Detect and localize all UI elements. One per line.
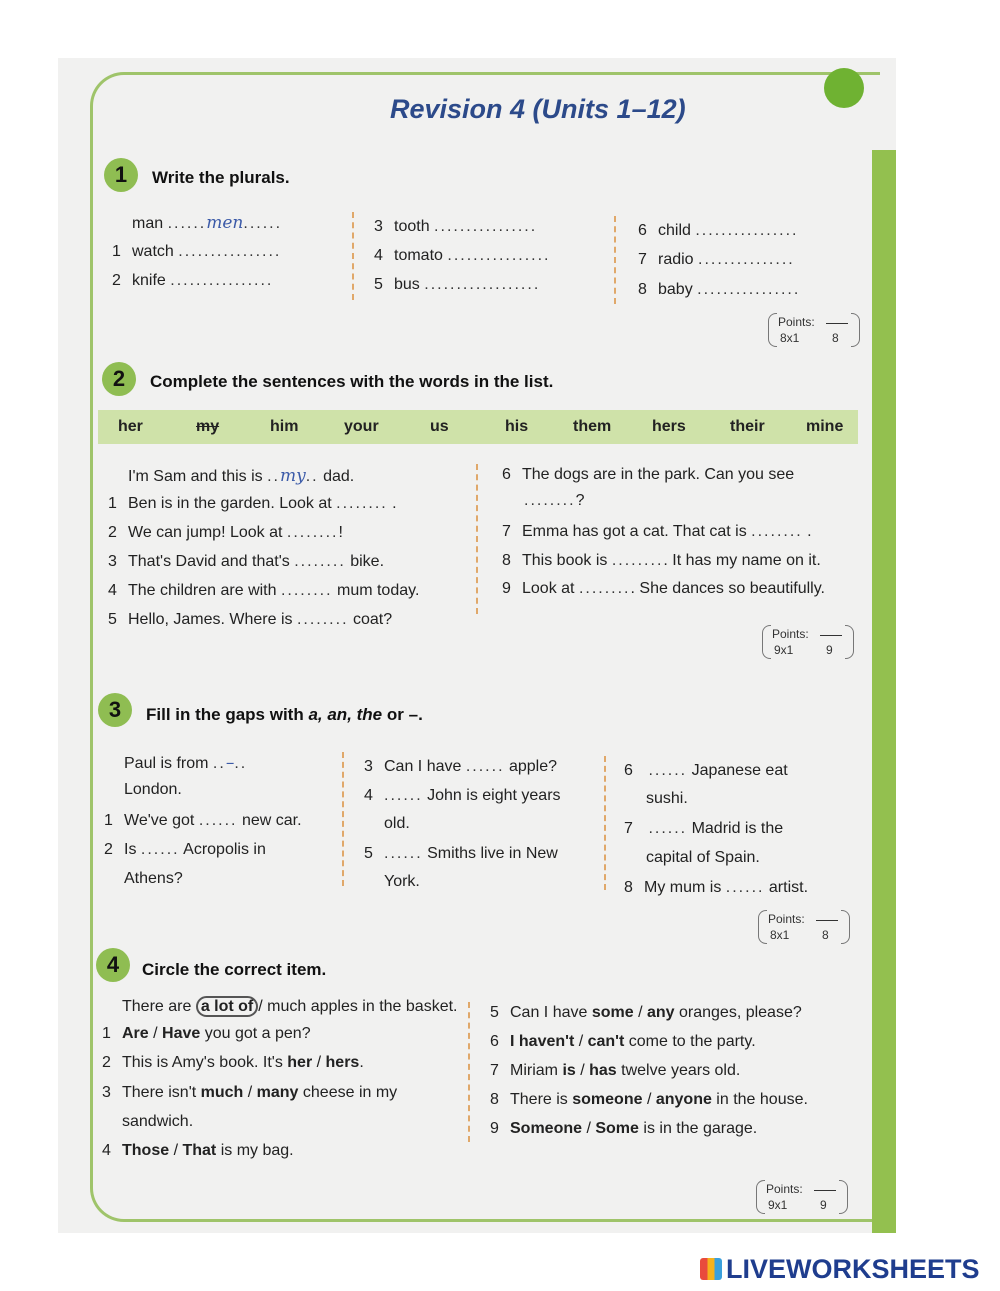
- ex1-item-5: 5 bus ..................: [374, 276, 541, 293]
- ex4-item-2-option-a[interactable]: her: [287, 1054, 313, 1071]
- ex1-example: man ......men......: [132, 213, 283, 233]
- ex3-item-2-line2: Athens?: [124, 870, 183, 887]
- column-divider: [342, 752, 344, 886]
- exercise-4-instruction: Circle the correct item.: [142, 960, 327, 979]
- ex1-gap-4[interactable]: ................: [447, 247, 551, 264]
- ex3-item-2: 2 Is ...... Acropolis in: [104, 841, 266, 858]
- ex2-gap-6[interactable]: ........: [524, 492, 576, 509]
- ex4-item-4: 4 Those / That is my bag.: [102, 1142, 294, 1159]
- exercise-3-instruction: Fill in the gaps with a, an, the or –.: [146, 705, 423, 724]
- ex4-item-1-option-a[interactable]: Are: [122, 1025, 149, 1042]
- ex4-item-5-option-a[interactable]: some: [591, 1004, 634, 1021]
- column-divider: [614, 216, 616, 304]
- ex2-gap-5[interactable]: ........: [296, 611, 349, 628]
- ex1-gap-6[interactable]: ................: [695, 222, 799, 239]
- ex2-item-6-gap-line: ........?: [524, 492, 585, 509]
- word-list-item: his: [505, 418, 529, 435]
- ex3-gap-4[interactable]: ......: [384, 787, 423, 804]
- word-list-item: them: [573, 418, 612, 435]
- ex3-gap-2[interactable]: ......: [140, 841, 180, 858]
- right-color-bar: [872, 150, 896, 1233]
- ex1-gap-1[interactable]: ................: [178, 243, 282, 260]
- ex3-points-box: Points: 8x1 8: [758, 910, 850, 944]
- column-divider: [468, 1002, 470, 1142]
- ex2-item-7: 7 Emma has got a cat. That cat is ........ .: [502, 523, 812, 540]
- ex2-item-2: 2 We can jump! Look at ........!: [108, 524, 343, 541]
- word-list-item: your: [344, 418, 379, 435]
- ex3-item-7: 7 ...... Madrid is the: [624, 820, 784, 837]
- ex2-example-answer: my: [280, 466, 306, 486]
- ex1-item-6: 6 child ................: [638, 222, 799, 239]
- ex4-item-8-option-b[interactable]: anyone: [655, 1091, 712, 1108]
- ex3-item-5-line2: York.: [384, 873, 420, 890]
- ex3-gap-7[interactable]: ......: [648, 820, 688, 837]
- ex4-item-3: 3 There isn't much / many cheese in my: [102, 1084, 398, 1101]
- ex4-item-6-option-b[interactable]: can't: [587, 1033, 625, 1050]
- exercise-1-number: 1: [104, 158, 138, 192]
- ex1-gap-5[interactable]: ..................: [424, 276, 541, 293]
- ex3-example-answer: –: [225, 753, 235, 773]
- ex4-example-circled-option: a lot of: [196, 996, 258, 1017]
- ex4-item-2: 2 This is Amy's book. It's her / hers.: [102, 1054, 364, 1071]
- ex3-item-3: 3 Can I have ...... apple?: [364, 758, 558, 775]
- ex4-points-box: Points: 9x1 9: [756, 1180, 848, 1214]
- column-divider: [352, 212, 354, 300]
- ex4-item-1-option-b[interactable]: Have: [162, 1025, 201, 1042]
- ex4-item-1: 1 Are / Have you got a pen?: [102, 1025, 311, 1042]
- word-list-item: her: [118, 418, 143, 435]
- ex4-item-8: 8 There is someone / anyone in the house.: [490, 1091, 808, 1108]
- ex2-points-box: Points: 9x1 9: [762, 625, 854, 659]
- ex4-item-9-option-a[interactable]: Someone: [510, 1120, 583, 1137]
- ex3-item-1: 1 We've got ...... new car.: [104, 812, 302, 829]
- ex2-gap-3[interactable]: ........: [294, 553, 346, 570]
- ex3-item-4-line2: old.: [384, 815, 410, 832]
- ex1-item-3: 3 tooth ................: [374, 218, 538, 235]
- liveworksheets-logo[interactable]: LIVEWORKSHEETS: [700, 1254, 980, 1285]
- ex3-example: Paul is from ..–..: [124, 753, 248, 773]
- ex3-item-8: 8 My mum is ...... artist.: [624, 879, 809, 896]
- ex3-item-6-line2: sushi.: [646, 790, 688, 807]
- ex3-item-4: 4 ...... John is eight years: [364, 787, 561, 804]
- ex2-gap-8[interactable]: ........: [611, 552, 664, 569]
- ex3-gap-6[interactable]: ......: [648, 762, 688, 779]
- ex1-gap-8[interactable]: ................: [697, 281, 801, 298]
- exercise-2-instruction: Complete the sentences with the words in the list.: [150, 372, 554, 391]
- liveworksheets-logo-icon: [700, 1258, 722, 1280]
- ex4-item-9: 9 Someone / Some is in the garage.: [490, 1120, 758, 1137]
- ex1-item-8: 8 baby ................: [638, 281, 801, 298]
- word-list-item: him: [270, 418, 299, 435]
- ex1-item-1: 1 watch ................: [112, 243, 282, 260]
- ex3-gap-3[interactable]: ......: [465, 758, 505, 775]
- ex4-item-3-option-a[interactable]: much: [200, 1084, 244, 1101]
- ex4-item-4-option-b[interactable]: That: [182, 1142, 217, 1159]
- ex2-item-4: 4 The children are with ........ mum today.: [108, 582, 420, 599]
- column-divider: [604, 756, 606, 890]
- ex4-item-3-line2: sandwich.: [122, 1113, 194, 1130]
- ex3-item-7-line2: capital of Spain.: [646, 849, 760, 866]
- ex4-item-2-option-b[interactable]: hers: [325, 1054, 360, 1071]
- word-list-item: us: [430, 418, 449, 435]
- ex1-example-answer: men: [206, 213, 244, 233]
- word-list-item: their: [730, 418, 765, 435]
- ex4-item-7-option-a[interactable]: is: [562, 1062, 576, 1079]
- ex4-item-5-option-b[interactable]: any: [646, 1004, 675, 1021]
- ex4-item-9-option-b[interactable]: Some: [595, 1120, 639, 1137]
- ex4-example: There are a lot of / much apples in the basket.: [122, 998, 458, 1015]
- ex1-gap-2[interactable]: ................: [170, 272, 274, 289]
- ex1-item-2: 2 knife ................: [112, 272, 274, 289]
- ex1-gap-3[interactable]: ................: [434, 218, 538, 235]
- ex2-item-3: 3 That's David and that's ........ bike.: [108, 553, 385, 570]
- ex2-item-6: 6 The dogs are in the park. Can you see: [502, 466, 795, 483]
- word-list-item: my: [196, 418, 220, 435]
- ex1-item-4: 4 tomato ................: [374, 247, 551, 264]
- word-list-item: mine: [806, 418, 844, 435]
- ex2-item-9: 9 Look at ......... She dances so beautifully.: [502, 580, 825, 597]
- ex3-example-line2: London.: [124, 781, 182, 798]
- page-title: Revision 4 (Units 1–12): [390, 94, 686, 124]
- exercise-2-number: 2: [102, 362, 136, 396]
- ex3-gap-8[interactable]: ......: [725, 879, 765, 896]
- ex2-gap-4[interactable]: ........: [280, 582, 333, 599]
- ex3-gap-1[interactable]: ......: [198, 812, 238, 829]
- exercise-3-number: 3: [98, 693, 132, 727]
- ex4-item-8-option-a[interactable]: someone: [572, 1091, 643, 1108]
- ex4-item-5: 5 Can I have some / any oranges, please?: [490, 1004, 802, 1021]
- exercise-4-number: 4: [96, 948, 130, 982]
- ex1-gap-7[interactable]: ...............: [698, 251, 795, 268]
- ex4-item-6-option-a[interactable]: I haven't: [510, 1033, 575, 1050]
- exercise-1-instruction: Write the plurals.: [152, 168, 290, 187]
- ex3-item-5: 5 ...... Smiths live in New: [364, 845, 558, 862]
- ex2-gap-1[interactable]: ........: [336, 495, 388, 512]
- ex2-item-8: 8 This book is ......... It has my name on it.: [502, 552, 821, 569]
- word-list-item: hers: [652, 418, 686, 435]
- ex2-item-5: 5 Hello, James. Where is ........ coat?: [108, 611, 393, 628]
- ex1-item-7: 7 radio ...............: [638, 251, 795, 268]
- ex2-gap-2[interactable]: ........: [286, 524, 339, 541]
- ex1-points-box: Points: 8x1 8: [768, 313, 860, 347]
- column-divider: [476, 464, 478, 614]
- ex3-gap-5[interactable]: ......: [384, 845, 423, 862]
- ex4-item-7: 7 Miriam is / has twelve years old.: [490, 1062, 741, 1079]
- ex4-item-4-option-a[interactable]: Those: [122, 1142, 170, 1159]
- ex2-gap-9[interactable]: ........: [578, 580, 631, 597]
- green-dot-decoration: [824, 68, 864, 108]
- ex4-item-6: 6 I haven't / can't come to the party.: [490, 1033, 756, 1050]
- ex3-item-6: 6 ...... Japanese eat: [624, 762, 788, 779]
- ex4-item-3-option-b[interactable]: many: [256, 1084, 299, 1101]
- ex2-item-1: 1 Ben is in the garden. Look at ........ .: [108, 495, 397, 512]
- ex2-gap-7[interactable]: ........: [751, 523, 803, 540]
- ex4-item-7-option-b[interactable]: has: [589, 1062, 617, 1079]
- ex2-example: I'm Sam and this is ..my.. dad.: [128, 466, 355, 486]
